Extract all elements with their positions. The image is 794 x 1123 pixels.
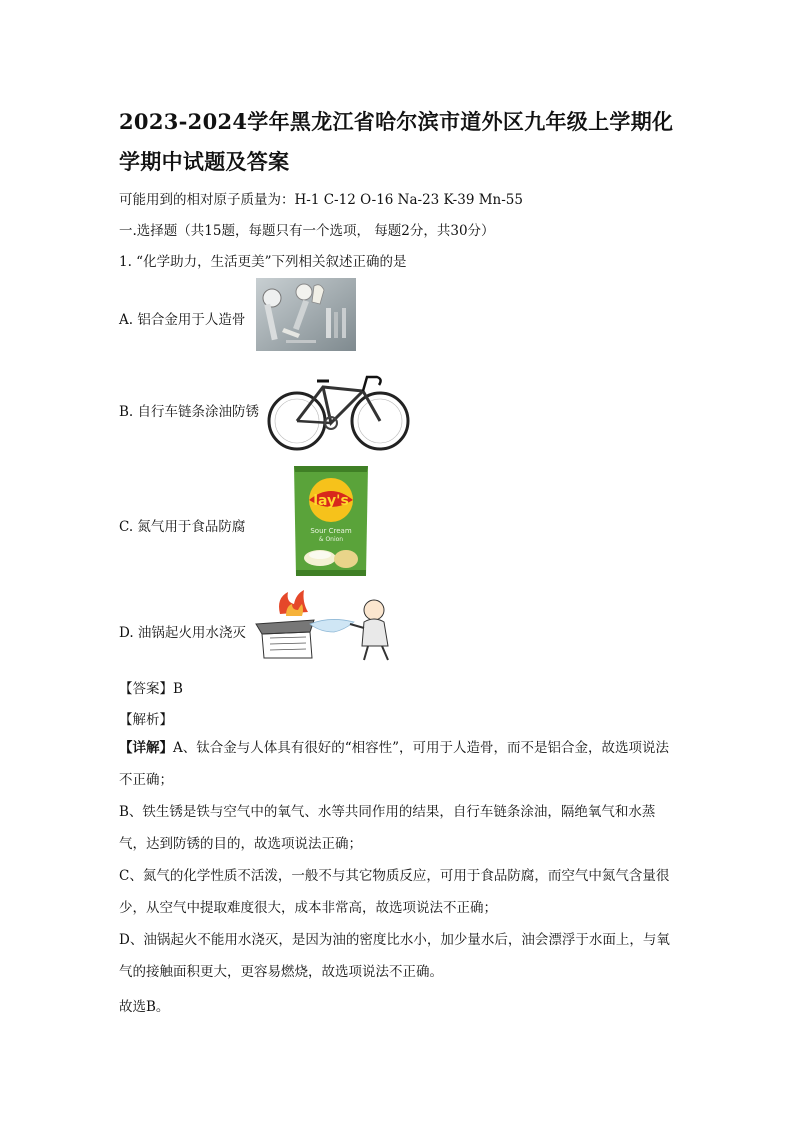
bicycle-icon: [265, 363, 413, 455]
analysis-heading: 【解析】: [119, 712, 173, 728]
option-b-label: B. 自行车链条涂油防锈: [119, 404, 260, 420]
detail-lead: 【详解】: [119, 740, 173, 756]
analysis-paragraph-d: D、油锅起火不能用水浇灭，是因为油的密度比水小，加少量水后，油会漂浮于水面上，与氧气的接触面积更大，更容易燃烧，故选项说法不正确。: [119, 932, 670, 980]
conclusion-line: 故选B。: [119, 999, 170, 1015]
option-c-label: C. 氮气用于食品防腐: [119, 519, 246, 535]
analysis-paragraph-b: B、铁生锈是铁与空气中的氧气、水等共同作用的结果，自行车链条涂油，隔绝氧气和水蒸气，达到防锈的目的，故选项说法正确；: [119, 804, 656, 852]
analysis-paragraph-c: C、氮气的化学性质不活泼，一般不与其它物质反应，可用于食品防腐，而空气中氮气含量很少，从空气中提取难度很大，成本非常高，故选项说法不正确；: [119, 868, 670, 916]
chip-brand-logo: lay's: [313, 493, 349, 509]
document-title: 2023-2024学年黑龙江省哈尔滨市道外区九年级上学期化学期中试题及答案: [119, 109, 674, 174]
analysis-paragraph-a: [119, 732, 679, 796]
chip-flavor-line1: Sour Cream: [310, 527, 352, 535]
section-heading: 一.选择题（共15题，每题只有一个选项， 每题2分，共30分）: [119, 223, 495, 239]
chip-bag-icon: [290, 462, 372, 580]
pan-fire-water-icon: [252, 588, 400, 664]
bone-implants-icon: [256, 278, 356, 351]
answer-line: 【答案】B: [119, 681, 183, 697]
atomic-masses-line: 可能用到的相对原子质量为：H-1 C-12 O-16 Na-23 K-39 Mn-55: [119, 192, 523, 208]
question-stem: 1. “化学助力，生活更美”下列相关叙述正确的是: [119, 254, 407, 270]
analysis-a-text: A、钛合金与人体具有很好的“相容性”，可用于人造骨，而不是铝合金，故选项说法不正确；: [119, 740, 670, 788]
chip-flavor-line2: & Onion: [318, 536, 344, 543]
option-a-label: A. 铝合金用于人造骨: [119, 312, 246, 328]
option-d-label: D. 油锅起火用水浇灭: [119, 625, 246, 641]
